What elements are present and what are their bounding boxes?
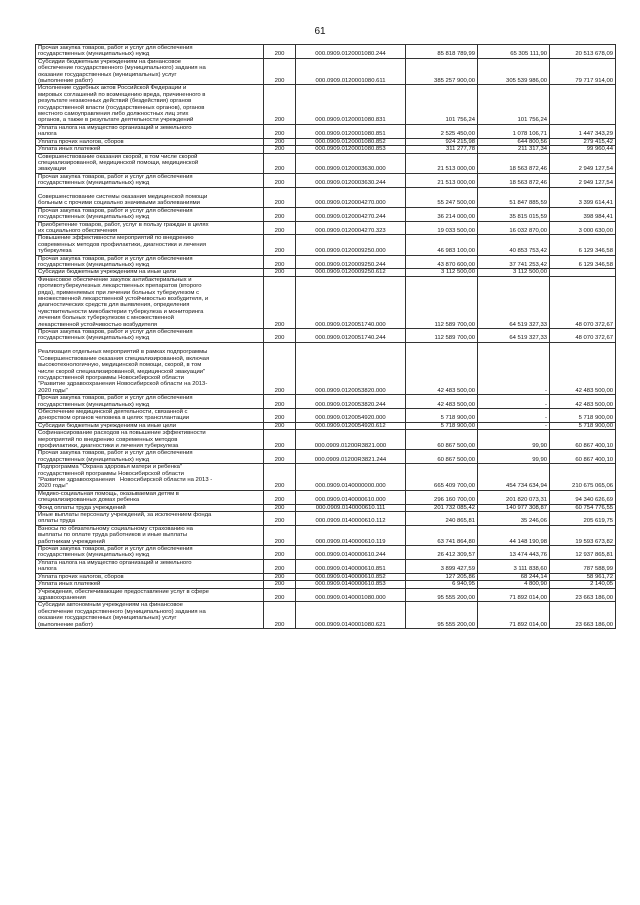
row-unexecuted-amount-cell: 60 867 400,10 xyxy=(550,430,616,450)
row-approved-amount-cell: 311 277,78 xyxy=(406,146,478,153)
row-name-cell: Иные выплаты персоналу учреждений, за исключением фонда оплаты труда xyxy=(36,512,264,526)
row-code-cell: 200 xyxy=(264,235,296,255)
row-executed-amount-cell: 71 892 014,00 xyxy=(478,588,550,602)
row-name-cell: Уплата налога на имущество организаций и земельного налога xyxy=(36,124,264,138)
row-classification-code-cell: 000.0909.01200R3821.244 xyxy=(296,450,406,464)
table-row xyxy=(36,581,616,588)
row-unexecuted-amount-cell: 60 867 400,10 xyxy=(550,450,616,464)
row-approved-amount-cell: 60 867 500,00 xyxy=(406,430,478,450)
row-executed-amount-cell: 64 519 327,33 xyxy=(478,329,550,343)
row-code-cell: 200 xyxy=(264,559,296,573)
row-classification-code-cell: 000.0909.0140001080.621 xyxy=(296,602,406,629)
row-classification-code-cell: 000.0909.0140000610.111 xyxy=(296,504,406,511)
row-executed-amount-cell: 35 246,06 xyxy=(478,512,550,526)
row-executed-amount-cell: 16 032 870,00 xyxy=(478,221,550,235)
row-unexecuted-amount-cell: 42 483 500,00 xyxy=(550,395,616,409)
row-executed-amount-cell: - xyxy=(478,342,550,394)
row-unexecuted-amount-cell xyxy=(550,269,616,276)
row-name-cell: Субсидии автономным учреждениям на финансовое обеспечение государственного (муниципального) задания на оказание государственных (муниципальных) услуг (выполнение работ) xyxy=(36,602,264,629)
row-executed-amount-cell: 44 148 190,98 xyxy=(478,525,550,545)
row-unexecuted-amount-cell: 58 961,72 xyxy=(550,573,616,580)
row-approved-amount-cell: 36 214 000,00 xyxy=(406,207,478,221)
row-code-cell: 200 xyxy=(264,581,296,588)
row-classification-code-cell: 000.0909.0120001080.244 xyxy=(296,45,406,59)
row-name-cell: Совершенствование оказания скорой, в том числе скорой специализированной, медицинской помощи, медицинской эвакуации xyxy=(36,153,264,173)
table-row xyxy=(36,559,616,573)
row-approved-amount-cell: 85 818 789,99 xyxy=(406,45,478,59)
row-approved-amount-cell: 43 870 600,00 xyxy=(406,255,478,269)
row-code-cell: 200 xyxy=(264,588,296,602)
row-classification-code-cell: 000.0909.0140000610.112 xyxy=(296,512,406,526)
row-name-cell: Прочая закупка товаров, работ и услуг для обеспечения государственных (муниципальных) нужд xyxy=(36,329,264,343)
row-code-cell: 200 xyxy=(264,490,296,504)
row-code-cell: 200 xyxy=(264,512,296,526)
row-code-cell: 200 xyxy=(264,269,296,276)
row-code-cell: 200 xyxy=(264,221,296,235)
row-name-cell: Приобретение товаров, работ, услуг в пользу граждан в целях их социального обеспечения xyxy=(36,221,264,235)
row-unexecuted-amount-cell: 5 718 900,00 xyxy=(550,408,616,422)
row-approved-amount-cell: 101 756,24 xyxy=(406,85,478,124)
row-approved-amount-cell: 95 555 200,00 xyxy=(406,602,478,629)
row-classification-code-cell: 000.0909.0120051740.244 xyxy=(296,329,406,343)
row-approved-amount-cell: 3 899 427,59 xyxy=(406,559,478,573)
row-unexecuted-amount-cell: 99 960,44 xyxy=(550,146,616,153)
row-executed-amount-cell: 140 977 308,87 xyxy=(478,504,550,511)
row-code-cell: 200 xyxy=(264,124,296,138)
row-approved-amount-cell: 3 112 500,00 xyxy=(406,269,478,276)
row-name-cell: Взносы по обязательному социальному страхованию на выплаты по оплате труда работников и иные выплаты работникам учреждений xyxy=(36,525,264,545)
row-executed-amount-cell: 99,90 xyxy=(478,430,550,450)
row-executed-amount-cell: 18 563 872,46 xyxy=(478,153,550,173)
row-classification-code-cell: 000.0909.0140001080.000 xyxy=(296,588,406,602)
row-code-cell: 200 xyxy=(264,138,296,145)
row-name-cell: Уплата прочих налогов, сборов xyxy=(36,573,264,580)
row-approved-amount-cell: 127 205,86 xyxy=(406,573,478,580)
page-number: 61 xyxy=(314,26,326,37)
row-approved-amount-cell: 42 483 500,00 xyxy=(406,342,478,394)
row-unexecuted-amount-cell: 12 937 865,81 xyxy=(550,546,616,560)
row-name-cell: Исполнение судебных актов Российской Федерации и мировых соглашений по возмещению вреда, причиненного в результате незаконных действий (бездействия) органов государственной власти (государственных органов), органов местного самоуправления либо должностных лиц этих органов, а также в результате деятельности учреждений xyxy=(36,85,264,124)
row-unexecuted-amount-cell: 279 415,42 xyxy=(550,138,616,145)
table-row xyxy=(36,153,616,173)
row-name-cell: Учреждения, обеспечивающие предоставление услуг в сфере здравоохранения xyxy=(36,588,264,602)
row-classification-code-cell: 000.0909.0140000610.244 xyxy=(296,546,406,560)
row-unexecuted-amount-cell: 23 663 186,00 xyxy=(550,588,616,602)
row-unexecuted-amount-cell: 210 675 065,06 xyxy=(550,464,616,491)
row-code-cell: 200 xyxy=(264,430,296,450)
row-executed-amount-cell: 35 815 015,59 xyxy=(478,207,550,221)
row-code-cell: 200 xyxy=(264,504,296,511)
table-row xyxy=(36,525,616,545)
row-classification-code-cell: 000.0909.0120001080.851 xyxy=(296,124,406,138)
row-classification-code-cell: 000.0909.0140000610.853 xyxy=(296,581,406,588)
table-row xyxy=(36,269,616,276)
row-code-cell: 200 xyxy=(264,187,296,207)
row-code-cell: 200 xyxy=(264,45,296,59)
row-classification-code-cell: 000.0909.0120003630.000 xyxy=(296,153,406,173)
row-classification-code-cell: 000.0909.0120001080.852 xyxy=(296,138,406,145)
row-code-cell: 200 xyxy=(264,525,296,545)
table-row xyxy=(36,138,616,145)
row-name-cell: Уплата налога на имущество организаций и земельного налога xyxy=(36,559,264,573)
row-executed-amount-cell: 37 741 253,42 xyxy=(478,255,550,269)
row-name-cell: Обеспечение медицинской деятельности, связанной с донорством органов человека в целях трансплантации xyxy=(36,408,264,422)
row-unexecuted-amount-cell: 6 129 346,58 xyxy=(550,255,616,269)
row-unexecuted-amount-cell: 2 949 127,54 xyxy=(550,153,616,173)
row-unexecuted-amount-cell: 48 070 372,67 xyxy=(550,276,616,328)
row-approved-amount-cell: 385 257 900,00 xyxy=(406,58,478,85)
row-unexecuted-amount-cell: 205 619,75 xyxy=(550,512,616,526)
table-row xyxy=(36,146,616,153)
row-approved-amount-cell: 240 865,81 xyxy=(406,512,478,526)
table-row xyxy=(36,85,616,124)
row-name-cell: Финансовое обеспечение закупок антибактериальных и противотуберкулезных лекарственных препаратов (второго ряда), применяемых при лечении больных туберкулезом с множественной лекарственной устойчивостью возбудителя, и диагностических средств для выявления, определения чувствительности микобактерии туберкулеза и мониторинга лечения больных туберкулезом с множественной лекарственной устойчивостью возбудителя xyxy=(36,276,264,328)
table-row xyxy=(36,464,616,491)
row-approved-amount-cell: 201 732 085,42 xyxy=(406,504,478,511)
row-approved-amount-cell: 19 033 500,00 xyxy=(406,221,478,235)
row-classification-code-cell: 000.0909.0120053820.244 xyxy=(296,395,406,409)
row-name-cell: Уплата прочих налогов, сборов xyxy=(36,138,264,145)
row-executed-amount-cell: 305 539 986,00 xyxy=(478,58,550,85)
row-code-cell: 200 xyxy=(264,342,296,394)
row-unexecuted-amount-cell: 5 718 900,00 xyxy=(550,422,616,429)
row-approved-amount-cell: 26 412 309,57 xyxy=(406,546,478,560)
row-unexecuted-amount-cell: 42 483 500,00 xyxy=(550,342,616,394)
row-classification-code-cell: 000.0909.0120001080.831 xyxy=(296,85,406,124)
row-name-cell: Прочая закупка товаров, работ и услуг для обеспечения государственных (муниципальных) нужд xyxy=(36,173,264,187)
table-row xyxy=(36,221,616,235)
row-name-cell: Субсидии бюджетным учреждениям на финансовое обеспечение государственного (муниципального) задания на оказание государственных (муниципальных) услуг (выполнение работ) xyxy=(36,58,264,85)
row-unexecuted-amount-cell: 787 588,99 xyxy=(550,559,616,573)
row-approved-amount-cell: 60 867 500,00 xyxy=(406,450,478,464)
row-executed-amount-cell: 644 800,56 xyxy=(478,138,550,145)
row-name-cell: Фонд оплаты труда учреждений xyxy=(36,504,264,511)
row-name-cell: Прочая закупка товаров, работ и услуг для обеспечения государственных (муниципальных) нужд xyxy=(36,546,264,560)
row-classification-code-cell: 000.0909.0120051740.000 xyxy=(296,276,406,328)
row-code-cell: 200 xyxy=(264,602,296,629)
row-executed-amount-cell: 1 078 106,71 xyxy=(478,124,550,138)
row-name-cell: Совершенствование системы оказания медицинской помощи больным с прочими социально значимыми заболеваниями xyxy=(36,187,264,207)
row-approved-amount-cell: 296 160 700,00 xyxy=(406,490,478,504)
row-executed-amount-cell: 4 800,90 xyxy=(478,581,550,588)
row-unexecuted-amount-cell: 398 984,41 xyxy=(550,207,616,221)
table-row xyxy=(36,546,616,560)
row-unexecuted-amount-cell: 2 140,05 xyxy=(550,581,616,588)
row-classification-code-cell: 000.0909.0120009250.244 xyxy=(296,255,406,269)
row-classification-code-cell: 000.0909.0120054920.000 xyxy=(296,408,406,422)
row-executed-amount-cell: 3 111 838,60 xyxy=(478,559,550,573)
row-unexecuted-amount-cell: 3 399 614,41 xyxy=(550,187,616,207)
row-code-cell: 200 xyxy=(264,276,296,328)
row-classification-code-cell: 000.0909.0140000610.851 xyxy=(296,559,406,573)
table-row xyxy=(36,235,616,255)
table-row xyxy=(36,573,616,580)
row-executed-amount-cell: 101 756,24 xyxy=(478,85,550,124)
row-approved-amount-cell: 112 589 700,00 xyxy=(406,276,478,328)
row-executed-amount-cell: - xyxy=(478,395,550,409)
row-approved-amount-cell: 5 718 900,00 xyxy=(406,422,478,429)
row-name-cell: Прочая закупка товаров, работ и услуг для обеспечения государственных (муниципальных) нужд xyxy=(36,255,264,269)
row-executed-amount-cell: 18 563 872,46 xyxy=(478,173,550,187)
row-classification-code-cell: 000.0909.0120053820.000 xyxy=(296,342,406,394)
row-classification-code-cell: 000.0909.0120003630.244 xyxy=(296,173,406,187)
row-code-cell: 200 xyxy=(264,408,296,422)
row-executed-amount-cell: 99,90 xyxy=(478,450,550,464)
row-executed-amount-cell: 40 853 753,42 xyxy=(478,235,550,255)
row-unexecuted-amount-cell: 6 129 346,58 xyxy=(550,235,616,255)
table-row xyxy=(36,588,616,602)
table-row xyxy=(36,173,616,187)
row-approved-amount-cell: 95 555 200,00 xyxy=(406,588,478,602)
row-executed-amount-cell: 68 244,14 xyxy=(478,573,550,580)
row-unexecuted-amount-cell: 2 949 127,54 xyxy=(550,173,616,187)
row-approved-amount-cell: 55 247 500,00 xyxy=(406,187,478,207)
row-approved-amount-cell: 112 589 700,00 xyxy=(406,329,478,343)
row-name-cell: Субсидии бюджетным учреждениям на иные цели xyxy=(36,269,264,276)
table-row xyxy=(36,45,616,59)
row-code-cell: 200 xyxy=(264,153,296,173)
row-approved-amount-cell: 924 215,98 xyxy=(406,138,478,145)
row-executed-amount-cell: 13 474 443,76 xyxy=(478,546,550,560)
table-row xyxy=(36,408,616,422)
row-approved-amount-cell: 46 983 100,00 xyxy=(406,235,478,255)
row-classification-code-cell: 000.0909.0140000610.852 xyxy=(296,573,406,580)
row-name-cell: Софинансирование расходов на повышение эффективности мероприятий по внедрению современных методов профилактики, диагностики и лечения туберкулеза xyxy=(36,430,264,450)
row-name-cell: Прочая закупка товаров, работ и услуг для обеспечения государственных (муниципальных) нужд xyxy=(36,395,264,409)
row-name-cell: Подпрограмма "Охрана здоровья матери и ребенка" государственной программы Новосибирской области "Развитие здравоохранения Новосибирской области на 2013 - 2020 годы" xyxy=(36,464,264,491)
row-name-cell: Субсидии бюджетным учреждениям на иные цели xyxy=(36,422,264,429)
row-unexecuted-amount-cell: 94 340 626,69 xyxy=(550,490,616,504)
table-row xyxy=(36,512,616,526)
row-classification-code-cell: 000.0909.0120004270.323 xyxy=(296,221,406,235)
row-executed-amount-cell: 64 519 327,33 xyxy=(478,276,550,328)
row-executed-amount-cell: 51 847 885,59 xyxy=(478,187,550,207)
row-classification-code-cell: 000.0909.0120001080.853 xyxy=(296,146,406,153)
row-executed-amount-cell: 211 317,34 xyxy=(478,146,550,153)
row-name-cell: Уплата иных платежей xyxy=(36,146,264,153)
row-code-cell: 200 xyxy=(264,146,296,153)
table-row xyxy=(36,124,616,138)
row-name-cell: Прочая закупка товаров, работ и услуг для обеспечения государственных (муниципальных) нужд xyxy=(36,207,264,221)
row-code-cell: 200 xyxy=(264,573,296,580)
table-row xyxy=(36,255,616,269)
row-approved-amount-cell: 21 513 000,00 xyxy=(406,153,478,173)
row-code-cell: 200 xyxy=(264,450,296,464)
row-executed-amount-cell: 71 892 014,00 xyxy=(478,602,550,629)
row-executed-amount-cell: 201 820 073,31 xyxy=(478,490,550,504)
row-classification-code-cell: 000.0909.0120001080.611 xyxy=(296,58,406,85)
row-unexecuted-amount-cell: 3 000 630,00 xyxy=(550,221,616,235)
row-executed-amount-cell: 3 112 500,00 xyxy=(478,269,550,276)
row-unexecuted-amount-cell xyxy=(550,85,616,124)
table-row xyxy=(36,342,616,394)
row-code-cell: 200 xyxy=(264,207,296,221)
row-code-cell: 200 xyxy=(264,58,296,85)
table-body xyxy=(36,45,616,629)
row-unexecuted-amount-cell: 1 447 343,29 xyxy=(550,124,616,138)
row-approved-amount-cell: 63 741 864,80 xyxy=(406,525,478,545)
row-name-cell: Уплата иных платежей xyxy=(36,581,264,588)
row-classification-code-cell: 000.0909.0120009250.612 xyxy=(296,269,406,276)
row-approved-amount-cell: 5 718 900,00 xyxy=(406,408,478,422)
row-name-cell: Прочая закупка товаров, работ и услуг для обеспечения государственных (муниципальных) нужд xyxy=(36,450,264,464)
row-name-cell: Прочая закупка товаров, работ и услуг для обеспечения государственных (муниципальных) нужд xyxy=(36,45,264,59)
row-code-cell: 200 xyxy=(264,464,296,491)
table-row xyxy=(36,58,616,85)
row-approved-amount-cell: 2 525 450,00 xyxy=(406,124,478,138)
row-classification-code-cell: 000.0909.0120009250.000 xyxy=(296,235,406,255)
row-classification-code-cell: 000.0909.0140000610.000 xyxy=(296,490,406,504)
table-row xyxy=(36,207,616,221)
row-unexecuted-amount-cell: 79 717 914,00 xyxy=(550,58,616,85)
row-approved-amount-cell: 665 409 700,00 xyxy=(406,464,478,491)
row-name-cell: Повышение эффективности мероприятий по внедрению современных методов профилактики, диагностики и лечения туберкулеза xyxy=(36,235,264,255)
row-name-cell: Реализация отдельных мероприятий в рамках подпрограммы "Совершенствование оказания специализированной, включая высокотехнологичную, медицинской помощи, скорой, в том числе скорой специализированной, медицинской эвакуации" государственной программы Новосибирской области "Развитие здравоохранения Новосибирской области на 2013- 2020 годы" xyxy=(36,342,264,394)
row-approved-amount-cell: 6 940,95 xyxy=(406,581,478,588)
table-row xyxy=(36,490,616,504)
row-classification-code-cell: 000.0909.01200R3821.000 xyxy=(296,430,406,450)
row-unexecuted-amount-cell: 23 663 186,00 xyxy=(550,602,616,629)
table-row xyxy=(36,187,616,207)
row-classification-code-cell: 000.0909.0120004270.000 xyxy=(296,187,406,207)
row-code-cell: 200 xyxy=(264,546,296,560)
row-classification-code-cell: 000.0909.0120054920.612 xyxy=(296,422,406,429)
row-code-cell: 200 xyxy=(264,85,296,124)
table-row xyxy=(36,430,616,450)
row-approved-amount-cell: 21 513 000,00 xyxy=(406,173,478,187)
row-unexecuted-amount-cell: 20 513 678,09 xyxy=(550,45,616,59)
row-classification-code-cell: 000.0909.0140000610.119 xyxy=(296,525,406,545)
row-code-cell: 200 xyxy=(264,395,296,409)
table-row xyxy=(36,422,616,429)
row-name-cell: Медико-социальная помощь, оказываемая детям в специализированных домах ребенка xyxy=(36,490,264,504)
table-row xyxy=(36,329,616,343)
row-approved-amount-cell: 42 483 500,00 xyxy=(406,395,478,409)
row-code-cell: 200 xyxy=(264,329,296,343)
table-row xyxy=(36,602,616,629)
row-unexecuted-amount-cell: 60 754 776,55 xyxy=(550,504,616,511)
row-executed-amount-cell: - xyxy=(478,408,550,422)
row-unexecuted-amount-cell: 48 070 372,67 xyxy=(550,329,616,343)
row-executed-amount-cell: 454 734 634,94 xyxy=(478,464,550,491)
table-row xyxy=(36,395,616,409)
row-classification-code-cell: 000.0909.0120004270.244 xyxy=(296,207,406,221)
row-classification-code-cell: 000.0909.0140000000.000 xyxy=(296,464,406,491)
row-executed-amount-cell: - xyxy=(478,422,550,429)
table-row xyxy=(36,276,616,328)
row-code-cell: 200 xyxy=(264,173,296,187)
row-code-cell: 200 xyxy=(264,422,296,429)
row-unexecuted-amount-cell: 19 593 673,82 xyxy=(550,525,616,545)
table-row xyxy=(36,504,616,511)
row-code-cell: 200 xyxy=(264,255,296,269)
budget-execution-table xyxy=(35,44,616,629)
table-row xyxy=(36,450,616,464)
row-executed-amount-cell: 65 305 111,90 xyxy=(478,45,550,59)
